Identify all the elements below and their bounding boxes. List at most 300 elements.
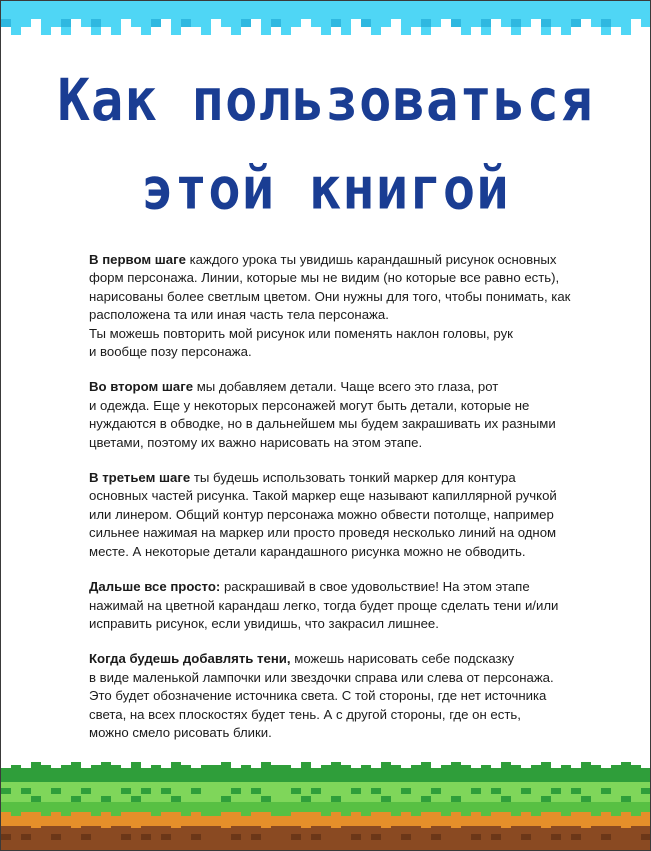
text-line: света, на всех плоскостях будет тень. А с другой стороны, где он есть, — [89, 706, 521, 722]
water-pixel — [401, 27, 411, 35]
dirt-pixel — [571, 812, 581, 818]
water-pixel — [171, 27, 181, 35]
water-pixel — [621, 19, 631, 27]
text-line: и вообще позу персонажа. — [89, 344, 252, 360]
dirt-dark-pixel — [231, 834, 241, 840]
grass-tuft-pixel — [21, 768, 31, 774]
dirt-pixel — [271, 816, 281, 822]
dirt-pixel — [151, 816, 161, 822]
grass-tuft-pixel — [641, 768, 650, 774]
grass-shade-pixel — [31, 796, 41, 802]
instructions-text — [89, 251, 584, 759]
water-pixel — [41, 19, 51, 27]
dirt-dark-pixel — [471, 834, 481, 840]
dirt-pixel — [451, 822, 461, 828]
grass-tuft-pixel — [431, 768, 441, 774]
grass-tuft-pixel — [381, 762, 391, 774]
dirt-pixel — [71, 812, 81, 818]
text-line: Дальше все просто: раскрашивай в свое удовольствие! На этом этапе — [89, 579, 530, 595]
dirt-pixel — [61, 816, 71, 822]
dirt-pixel — [241, 816, 251, 822]
water-pixel — [271, 19, 281, 27]
water-pixel — [501, 19, 511, 27]
paragraph-step-2 — [89, 378, 584, 452]
water-pixel — [601, 19, 611, 27]
water-pixel — [201, 19, 211, 27]
paragraph-step-1 — [89, 251, 584, 361]
dirt-pixel — [411, 816, 421, 822]
text-line: нажимай на цветной карандаш легко, тогда будет проще сделать тени и/или — [89, 597, 559, 613]
dirt-pixel — [451, 812, 461, 818]
text-line: форм персонажа. Линии, которые мы не видим (но которые все равно есть), — [89, 270, 560, 286]
dirt-pixel — [171, 822, 181, 828]
grass-shade-pixel — [381, 796, 391, 802]
dirt-pixel — [91, 816, 101, 822]
water-pixel — [1, 19, 11, 27]
dirt-pixel — [301, 812, 311, 818]
dirt-pixel — [131, 812, 141, 818]
grass-tuft-pixel — [231, 768, 241, 774]
water-pixel — [61, 19, 71, 27]
grass-tuft-pixel — [601, 768, 611, 774]
water-pixel — [91, 19, 101, 27]
dirt-pixel — [581, 822, 591, 828]
text-line: основных частей рисунка. Такой маркер еще называют капиллярной ручкой — [89, 488, 557, 504]
water-pixel — [541, 19, 551, 27]
dirt-dark-pixel — [401, 834, 411, 840]
dirt-dark-pixel — [551, 834, 561, 840]
grass-shade-pixel — [221, 796, 231, 802]
water-pixel — [621, 27, 631, 35]
water-pixel — [61, 27, 71, 35]
grass-tuft-pixel — [331, 762, 341, 774]
dirt-pixel — [251, 812, 261, 818]
dirt-pixel — [611, 816, 621, 822]
dirt-pixel — [471, 812, 481, 818]
grass-shade-pixel — [491, 788, 501, 794]
text-line: В первом шаге каждого урока ты увидишь карандашный рисунок основных — [89, 252, 557, 267]
grass-tuft-pixel — [321, 765, 331, 774]
dirt-pixel — [421, 812, 431, 818]
text-line: исправить рисунок, если увидишь, что закрасил лишнее. — [89, 615, 439, 631]
water-pixel — [141, 27, 151, 35]
grass-shade-pixel — [311, 788, 321, 794]
dirt-dark-pixel — [601, 834, 611, 840]
water-pixel — [421, 19, 431, 27]
grass-tuft-pixel — [131, 762, 141, 774]
water-pixel — [451, 19, 461, 27]
grass-shade-pixel — [251, 788, 261, 794]
grass-tuft-pixel — [101, 762, 111, 774]
dirt-pixel — [341, 816, 351, 822]
grass-shade-pixel — [121, 788, 131, 794]
water-pixel — [101, 19, 111, 27]
dirt-dark-pixel — [141, 834, 151, 840]
dirt-pixel — [601, 812, 611, 818]
grass-shade-pixel — [371, 788, 381, 794]
grass-tuft-pixel — [71, 762, 81, 774]
dirt-pixel — [521, 812, 531, 818]
dirt-pixel — [551, 812, 561, 818]
bold-lead: В третьем шаге — [89, 470, 191, 486]
grass-shade-pixel — [621, 796, 631, 802]
dirt-pixel — [41, 816, 51, 822]
text-line: можно смело рисовать блики. — [89, 724, 272, 740]
water-pixel — [411, 19, 421, 27]
water-pixel — [191, 19, 201, 27]
grass-tuft-pixel — [511, 765, 521, 774]
dirt-pixel — [531, 816, 541, 822]
dirt-pixel — [51, 812, 61, 818]
grass-tuft-pixel — [41, 765, 51, 774]
water-pixel — [241, 19, 251, 27]
pixel-water-border — [1, 1, 650, 37]
grass-tuft-pixel — [621, 762, 631, 774]
water-pixel — [361, 19, 371, 27]
dirt-pixel — [111, 816, 121, 822]
grass-shade-pixel — [1, 788, 11, 794]
dirt-pixel — [591, 816, 601, 822]
grass-tuft-pixel — [121, 768, 131, 774]
pixel-ground-art — [1, 758, 650, 850]
dirt-pixel — [191, 812, 201, 818]
dirt-dark-pixel — [491, 834, 501, 840]
water-pixel — [141, 19, 151, 27]
dirt-dark-pixel — [641, 834, 650, 840]
grass-shade-pixel — [601, 788, 611, 794]
grass-shade-pixel — [261, 796, 271, 802]
water-pixel — [21, 19, 31, 27]
water-pixel — [231, 19, 241, 27]
water-pixel — [641, 19, 651, 27]
grass-tuft-pixel — [351, 768, 361, 774]
grass-tuft-pixel — [151, 765, 161, 774]
dirt-pixel — [221, 812, 231, 818]
dirt-pixel — [361, 816, 371, 822]
grass-shade-pixel — [501, 796, 511, 802]
grass-tuft-pixel — [271, 765, 281, 774]
dirt-dark-pixel — [1, 834, 11, 840]
grass-tuft-pixel — [591, 765, 601, 774]
grass-shade-pixel — [571, 788, 581, 794]
dirt-dark-pixel — [351, 834, 361, 840]
grass-tuft-pixel — [111, 765, 121, 774]
dirt-dark-pixel — [121, 834, 131, 840]
grass-shade-pixel — [421, 796, 431, 802]
grass-tuft-pixel — [521, 768, 531, 774]
grass-shade-pixel — [171, 796, 181, 802]
water-pixel — [41, 27, 51, 35]
bold-lead: Во втором шаге — [89, 379, 194, 395]
grass-shade-pixel — [541, 796, 551, 802]
text-line: в виде маленькой лампочки или звездочки справа или слева от персонажа. — [89, 669, 554, 685]
text-line: и одежда. Еще у некоторых персонажей могут быть детали, которые не — [89, 397, 530, 413]
water-pixel — [201, 27, 211, 35]
grass-tuft-pixel — [141, 768, 151, 774]
grass-shade-pixel — [231, 788, 241, 794]
grass-shade-pixel — [351, 788, 361, 794]
grass-tuft-pixel — [451, 762, 461, 774]
dirt-pixel — [491, 812, 501, 818]
dirt-pixel — [261, 822, 271, 828]
dirt-pixel — [101, 822, 111, 828]
grass-shade-pixel — [71, 796, 81, 802]
dirt-pixel — [351, 812, 361, 818]
text-line: Когда будешь добавлять тени, можешь нарисовать себе подсказку — [89, 651, 515, 667]
dirt-pixel — [181, 816, 191, 822]
dirt-pixel — [171, 812, 181, 818]
grass-shade-pixel — [521, 788, 531, 794]
water-pixel — [281, 19, 291, 27]
water-pixel — [111, 19, 121, 27]
water-pixel — [551, 19, 561, 27]
dirt-dark-pixel — [431, 834, 441, 840]
grass-tuft-pixel — [571, 768, 581, 774]
water-pixel — [431, 19, 441, 27]
dirt-dark-pixel — [521, 834, 531, 840]
dirt-pixel — [511, 816, 521, 822]
grass-shade-pixel — [141, 788, 151, 794]
grass-shade-pixel — [51, 788, 61, 794]
dirt-dark-pixel — [291, 834, 301, 840]
grass-tuft-pixel — [341, 765, 351, 774]
water-strip — [1, 1, 650, 19]
grass-tuft-pixel — [281, 765, 291, 774]
dirt-pixel — [441, 816, 451, 822]
text-line: или линером. Общий контур персонажа можно обвести потолще, например — [89, 506, 554, 522]
text-line: Во втором шаге мы добавляем детали. Чаще всего это глаза, рот — [89, 379, 499, 395]
dirt-pixel — [141, 812, 151, 818]
dirt-pixel — [21, 812, 31, 818]
water-pixel — [421, 27, 431, 35]
text-line: Это будет обозначение источника света. С той стороны, где нет источника — [89, 688, 547, 704]
grass-tuft-pixel — [611, 765, 621, 774]
grass-shade-pixel — [451, 796, 461, 802]
grass-tuft-pixel — [461, 765, 471, 774]
water-pixel — [281, 27, 291, 35]
grass-tuft-pixel — [531, 765, 541, 774]
dirt-pixel — [371, 812, 381, 818]
water-pixel — [321, 19, 331, 27]
water-pixel — [461, 27, 471, 35]
water-pixel — [311, 19, 321, 27]
water-pixel — [561, 19, 571, 27]
water-pixel — [11, 27, 21, 35]
dirt-pixel — [121, 812, 131, 818]
text-line: сильнее нажимая на маркер или просто проведя несколько линий на одном — [89, 525, 557, 541]
dirt-pixel — [291, 812, 301, 818]
grass-tuft-pixel — [411, 765, 421, 774]
dirt-pixel — [621, 812, 631, 818]
grass-shade-pixel — [81, 788, 91, 794]
water-pixel — [561, 27, 571, 35]
water-pixel — [341, 27, 351, 35]
water-pixel — [541, 27, 551, 35]
dirt-pixel — [561, 816, 571, 822]
water-pixel — [461, 19, 471, 27]
water-pixel — [591, 19, 601, 27]
dirt-dark-pixel — [571, 834, 581, 840]
water-pixel — [261, 19, 271, 27]
dirt-pixel — [101, 812, 111, 818]
dirt-dark-pixel — [311, 834, 321, 840]
water-pixel — [381, 19, 391, 27]
grass-shade-pixel — [21, 788, 31, 794]
grass-tuft-pixel — [1, 768, 11, 774]
grass-shade-pixel — [161, 788, 171, 794]
water-pixel — [511, 27, 521, 35]
pixel-ground-border — [1, 758, 650, 850]
grass-tuft-pixel — [501, 762, 511, 774]
water-pixel — [401, 19, 411, 27]
grass-tuft-pixel — [291, 768, 301, 774]
grass-shade-pixel — [401, 788, 411, 794]
bold-lead: Дальше все просто: — [89, 579, 221, 595]
grass-shade-pixel — [431, 788, 441, 794]
dirt-pixel — [31, 822, 41, 828]
paragraph-step-3 — [89, 469, 584, 561]
dirt-pixel — [201, 816, 211, 822]
grass-tuft-pixel — [631, 765, 641, 774]
dirt-pixel — [81, 812, 91, 818]
dirt-pixel — [391, 816, 401, 822]
grass-tuft-pixel — [31, 762, 41, 774]
water-pixel — [341, 19, 351, 27]
text-line: цветами, поэтому их важно нарисовать на этом этапе. — [89, 434, 423, 450]
dirt-pixel — [281, 816, 291, 822]
water-pixel — [291, 19, 301, 27]
grass-tuft-pixel — [471, 768, 481, 774]
dirt-pixel — [11, 816, 21, 822]
grass-tuft-pixel — [541, 762, 551, 774]
water-pixel — [611, 19, 621, 27]
grass-shade-pixel — [331, 796, 341, 802]
text-line: расположена та или иная часть тела персонажа. — [89, 307, 389, 323]
dirt-pixel — [461, 816, 471, 822]
text-line: Ты можешь повторить мой рисунок или поменять наклон головы, рук — [89, 325, 513, 341]
dirt-pixel — [311, 812, 321, 818]
grass-tuft-pixel — [261, 762, 271, 774]
grass-tuft-pixel — [181, 765, 191, 774]
dirt-dark-pixel — [161, 834, 171, 840]
water-pixel — [231, 27, 241, 35]
grass-tuft-pixel — [191, 768, 201, 774]
grass-tuft-pixel — [161, 768, 171, 774]
grass-tuft-pixel — [301, 762, 311, 774]
dirt-pixel — [541, 812, 551, 818]
grass-tuft-pixel — [91, 765, 101, 774]
dirt-pixel — [381, 822, 391, 828]
grass-shade-pixel — [291, 788, 301, 794]
water-pixel — [521, 19, 531, 27]
grass-shade-pixel — [301, 796, 311, 802]
grass-tuft-pixel — [421, 762, 431, 774]
dirt-pixel — [481, 816, 491, 822]
grass-tuft-pixel — [391, 765, 401, 774]
grass-tuft-pixel — [581, 762, 591, 774]
water-pixel — [111, 27, 121, 35]
text-line: нуждаются в обводке, но в дальнейшем мы будем закрашивать их разными — [89, 416, 556, 432]
water-pixel — [601, 27, 611, 35]
grass-tuft-pixel — [201, 765, 211, 774]
grass-shade-pixel — [191, 788, 201, 794]
grass-shade-pixel — [641, 788, 650, 794]
text-line: месте. А некоторые детали карандашного рисунка можно не обводить. — [89, 543, 526, 559]
water-pixel — [481, 27, 491, 35]
dirt-pixel — [331, 812, 341, 818]
grass-shade-pixel — [131, 796, 141, 802]
title-line-2: этой книгой — [141, 154, 510, 223]
grass-tuft-pixel — [491, 768, 501, 774]
dirt-pixel — [31, 812, 41, 818]
grass-tuft-pixel — [51, 768, 61, 774]
water-pixel — [181, 19, 191, 27]
dirt-pixel — [231, 812, 241, 818]
grass-tuft-pixel — [551, 768, 561, 774]
grass-tuft-pixel — [371, 768, 381, 774]
water-pixel — [371, 27, 381, 35]
bold-lead: В первом шаге — [89, 252, 186, 267]
water-pixel — [331, 19, 341, 27]
water-pixel — [221, 19, 231, 27]
dirt-dark-pixel — [251, 834, 261, 840]
dirt-pixel — [331, 822, 341, 828]
dirt-dark-pixel — [21, 834, 31, 840]
dirt-pixel — [131, 822, 141, 828]
grass-tuft-pixel — [311, 768, 321, 774]
text-line: В третьем шаге ты будешь использовать тонкий маркер для контура — [89, 470, 516, 486]
grass-tuft-pixel — [441, 765, 451, 774]
dirt-pixel — [221, 822, 231, 828]
grass-shade-pixel — [101, 796, 111, 802]
water-pixel — [151, 19, 161, 27]
dirt-pixel — [381, 812, 391, 818]
dirt-dark-pixel — [191, 834, 201, 840]
dirt-dark-pixel — [371, 834, 381, 840]
grass-tuft-pixel — [561, 765, 571, 774]
dirt-pixel — [501, 812, 511, 818]
water-pixel — [51, 19, 61, 27]
page-title — [1, 56, 650, 233]
water-pixel — [81, 19, 91, 27]
grass-tuft-pixel — [81, 768, 91, 774]
dirt-pixel — [321, 816, 331, 822]
paragraph-coloring — [89, 578, 584, 633]
grass-tuft-pixel — [11, 765, 21, 774]
water-pixel — [571, 19, 581, 27]
water-pixel — [321, 27, 331, 35]
dirt-pixel — [161, 812, 171, 818]
grass-shade-pixel — [471, 788, 481, 794]
dirt-pixel — [1, 812, 11, 818]
grass-tuft-pixel — [171, 762, 181, 774]
dirt-pixel — [581, 812, 591, 818]
dirt-pixel — [211, 816, 221, 822]
dirt-pixel — [71, 822, 81, 828]
bold-lead: Когда будешь добавлять тени, — [89, 651, 291, 667]
dirt-pixel — [621, 822, 631, 828]
dirt-pixel — [421, 822, 431, 828]
water-pixel — [11, 19, 21, 27]
grass-tuft-pixel — [211, 765, 221, 774]
grass-tuft-pixel — [241, 765, 251, 774]
grass-tuft-pixel — [251, 768, 261, 774]
dirt-pixel — [431, 812, 441, 818]
water-pixel — [131, 19, 141, 27]
water-pixel — [481, 19, 491, 27]
dirt-pixel — [301, 822, 311, 828]
dirt-pixel — [641, 812, 650, 818]
